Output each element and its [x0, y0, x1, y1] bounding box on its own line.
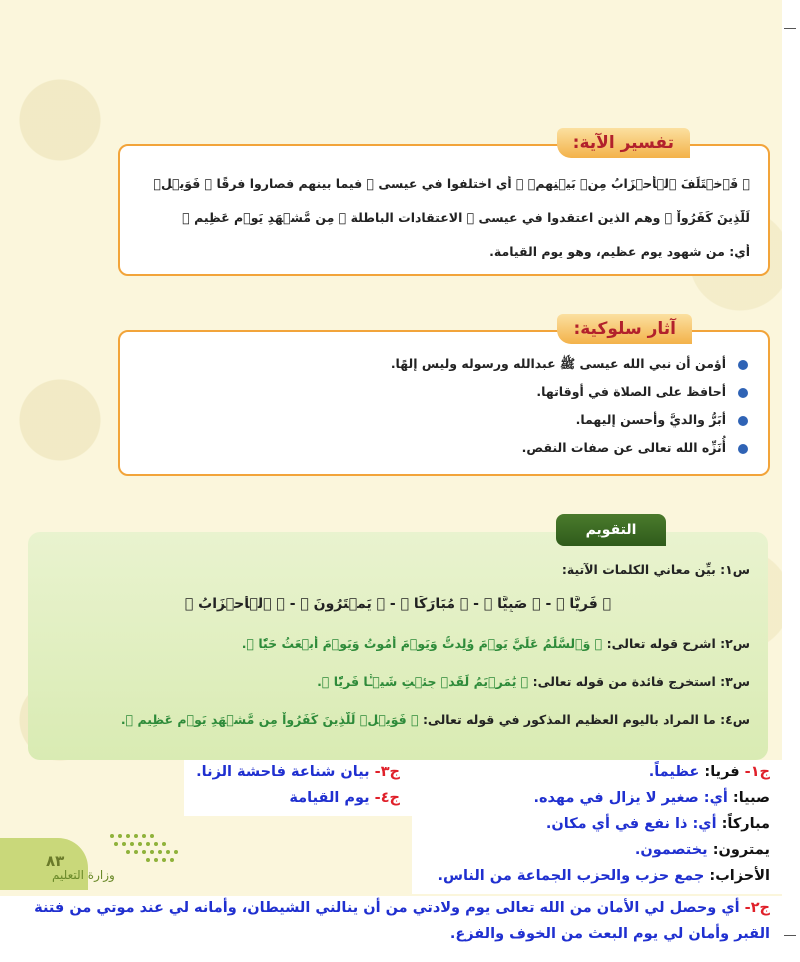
- tafsir-line-2: لِّلَّذِينَ كَفَرُواْ ﴾ وهم الذين اعتقدوا في عيسى ﷺ الاعتقادات الباطلة ﴿ مِن مَّشۡهَدِ يَوۡمٍ عَظِيمٍ ﴾: [182, 210, 750, 225]
- answer-4-label: ج٤-: [374, 790, 400, 806]
- evaluation-title: التقويم: [556, 514, 666, 546]
- crop-mark: [784, 935, 796, 936]
- question-4: [46, 712, 750, 727]
- answer-2-text: أي وحصل لي الأمان من الله تعالى يوم ولادتي من أن ينالني الشيطان، وأمانه لي عند موتي من فتنة: [34, 900, 740, 916]
- answer-1-label: ج١-: [744, 764, 770, 780]
- list-item: [140, 406, 748, 434]
- list-item: [140, 378, 748, 406]
- answer-3-text: بيان شناعة فاحشة الزنا.: [196, 764, 370, 780]
- answer-2-text: القبر وأمان لي يوم البعث من الخوف والفزع.: [449, 926, 770, 942]
- bullet-icon: [738, 444, 748, 454]
- evaluation-box: [28, 532, 768, 760]
- question-2-verse: ﴿ وَٱلسَّلَٰمُ عَلَيَّ يَوۡمَ وُلِدتُّ وَيَوۡمَ أَمُوتُ وَيَوۡمَ أُبۡعَثُ حَيّٗا ﴾.: [241, 636, 603, 651]
- answer-term: الأحزاب:: [709, 868, 770, 884]
- athar-list: [140, 350, 748, 462]
- tafsir-line-1: ﴿ فَٱخۡتَلَفَ ٱلۡأَحۡزَابُ مِنۢ بَيۡنِهِمۡ ﴾ أي اختلفوا في عيسى ﷺ فيما بينهم فصاروا فرقًا ﴿ فَوَيۡلٞ: [153, 176, 750, 191]
- crop-mark: [784, 28, 796, 29]
- list-item-text: أبَرُّ والديَّ وأحسن إليهما.: [575, 412, 726, 427]
- answer-term: صبيا:: [732, 790, 770, 806]
- answer-text: جمع حزب والحزب الجماعة من الناس.: [437, 868, 705, 884]
- answer-text: أي: صغير لا يزال في مهده.: [533, 790, 728, 806]
- list-item: [140, 350, 748, 378]
- question-1-words: ﴿ فَرِيًّا ﴾ - ﴿ صَبِيًّا ﴾ - ﴿ مُبَارَكًا ﴾ - ﴿ يَمۡتَرُونَ ﴾ - ﴿ ٱلۡأَحۡزَابُ ﴾: [184, 596, 612, 612]
- answer-3: [196, 764, 400, 780]
- answer-2-line-2: [450, 926, 770, 942]
- question-3: [46, 674, 750, 689]
- answer-2-box: [0, 896, 782, 956]
- answer-text: أي: ذا نفع في أي مكان.: [545, 816, 717, 832]
- answers-left-box: [184, 760, 412, 816]
- answer-3-label: ج٣-: [374, 764, 400, 780]
- answer-1-line-2: [533, 790, 770, 806]
- answers-right-box: [412, 760, 782, 894]
- footer-band: [0, 838, 88, 890]
- page-number: ٨٣: [46, 852, 65, 870]
- bullet-icon: [738, 388, 748, 398]
- ministry-logo-icon: [102, 828, 186, 868]
- question-4-prefix: س٤: ما المراد باليوم العظيم المذكور في قوله تعالى:: [422, 712, 750, 727]
- answer-1: [649, 764, 770, 780]
- tafsir-title: تفسير الآية:: [557, 128, 690, 158]
- question-3-verse: ﴿ يَٰمَرۡيَمُ لَقَدۡ جِئۡتِ شَيۡـٔٗا فَرِيّٗا ﴾.: [317, 674, 529, 689]
- list-item: [140, 434, 748, 462]
- answer-2-label: ج٢-: [744, 900, 770, 916]
- question-3-prefix: س٣: استخرج فائدة من قوله تعالى:: [532, 674, 750, 689]
- question-2: [46, 636, 750, 651]
- question-1: س١: بيِّن معاني الكلمات الآتية:: [561, 562, 750, 577]
- bullet-icon: [738, 360, 748, 370]
- answer-1-line-4: [635, 842, 770, 858]
- answer-1-line-3: [546, 816, 770, 832]
- list-item-text: أؤمن أن نبي الله عيسى ﷺ عبدالله ورسوله وليس إلهًا.: [390, 356, 726, 371]
- list-item-text: أُنَزِّه الله تعالى عن صفات النقص.: [521, 440, 726, 455]
- list-item-text: أحافظ على الصلاة في أوقاتها.: [536, 384, 726, 399]
- answer-1-text: عظيماً.: [648, 764, 700, 780]
- answer-text: يختصمون.: [634, 842, 708, 858]
- question-4-verse: ﴿ فَوَيۡلٞ لِّلَّذِينَ كَفَرُواْ مِن مَّشۡهَدِ يَوۡمٍ عَظِيمٍ ﴾.: [120, 712, 419, 727]
- answer-4: [289, 790, 400, 806]
- athar-box: [118, 330, 770, 476]
- answer-1-line-5: [437, 868, 770, 884]
- answer-2-line-1: [34, 900, 770, 916]
- answer-term: يمترون:: [712, 842, 770, 858]
- ministry-name: وزارة التعليم: [52, 868, 115, 882]
- answer-term: مباركاً:: [721, 816, 770, 832]
- tafsir-line-3: أي: من شهود يوم عظيم، وهو يوم القيامة.: [489, 244, 750, 259]
- question-2-prefix: س٢: اشرح قوله تعالى:: [606, 636, 750, 651]
- tafsir-box: [118, 144, 770, 276]
- athar-title: آثار سلوكية:: [557, 314, 692, 344]
- answer-1-term: فريا:: [704, 764, 740, 780]
- answer-4-text: يوم القيامة: [289, 790, 370, 806]
- page-margin: [782, 0, 800, 962]
- bullet-icon: [738, 416, 748, 426]
